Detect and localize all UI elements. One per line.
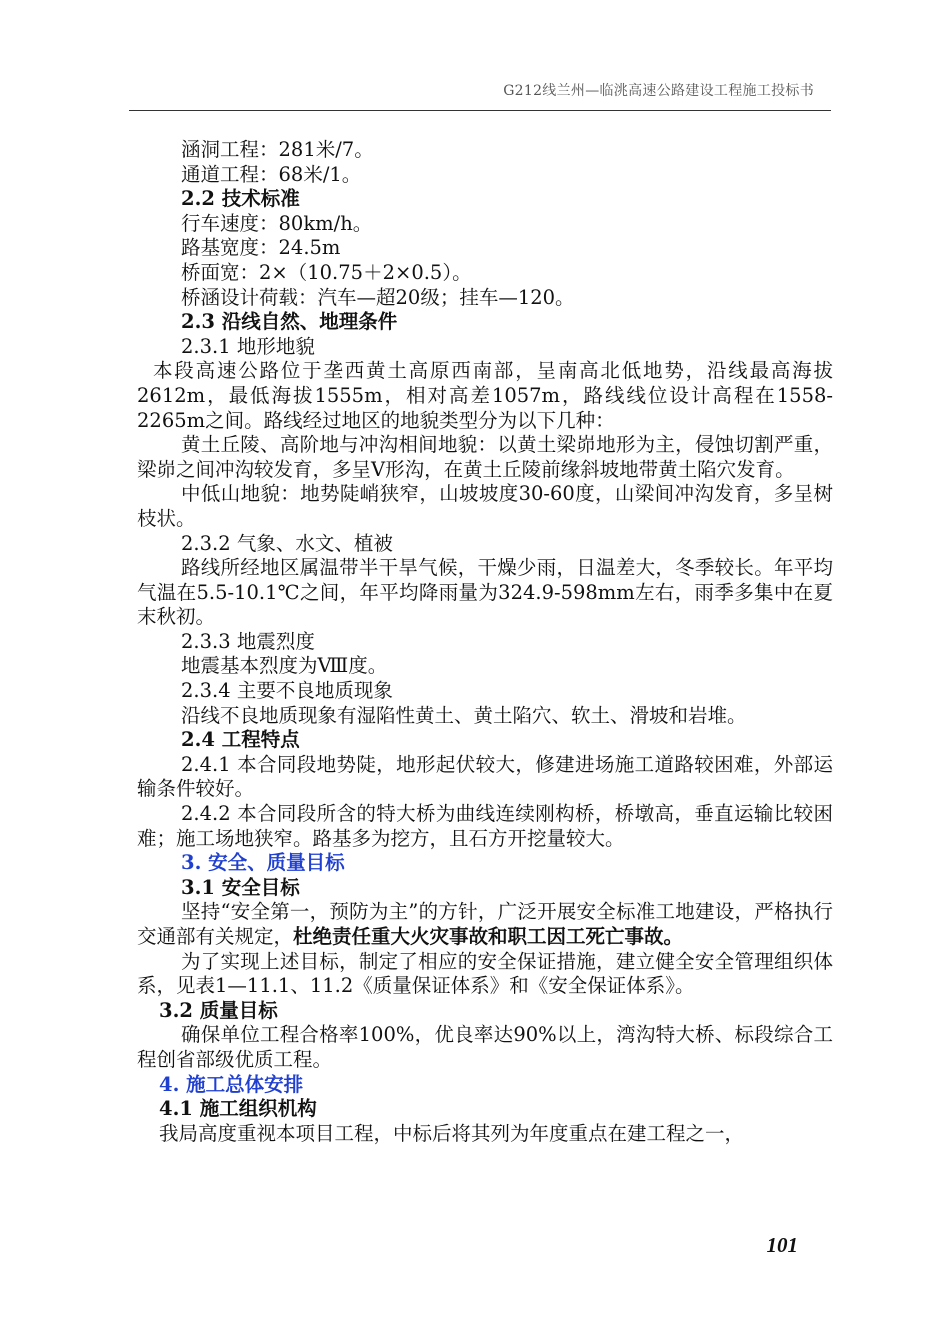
section-heading: 3.1 安全目标 <box>181 875 300 899</box>
header-rule <box>129 110 831 111</box>
section-heading: 2.3 沿线自然、地理条件 <box>181 310 398 334</box>
section-heading: 2.2 技术标准 <box>181 187 300 211</box>
paragraph: 沿线不良地质现象有湿陷性黄土、黄土陷穴、软土、滑坡和岩堆。 <box>181 703 747 727</box>
paragraph-text: 坚持“安全第一，预防为主”的方针，广泛开展安全标准工地建设，严格执行交通部有关规定， <box>137 900 833 948</box>
emphasis-text: 杜绝责任重大火灾事故和职工因工死亡事故。 <box>293 925 684 948</box>
paragraph: 通道工程：68米/1。 <box>181 162 362 186</box>
paragraph: 2.4.2 本合同段所含的特大桥为曲线连续刚构桥，桥墩高，垂直运输比较困难；施工场地狭窄。路基多为挖方，且石方开挖量较大。 <box>137 802 833 850</box>
paragraph: 桥面宽：2×（10.75＋2×0.5）。 <box>181 260 472 284</box>
chapter-heading: 4. 施工总体安排 <box>159 1072 304 1096</box>
paragraph: 本段高速公路位于垄西黄土高原西南部，呈南高北低地势，沿线最高海拔2612m，最低海拔1555m，相对高差1057m，路线线位设计高程在1558-2265m之间。路线经过地区的地貌类型分为以下几种： <box>137 359 833 432</box>
paragraph: 路基宽度：24.5m <box>181 236 341 260</box>
paragraph: 确保单位工程合格率100%，优良率达90%以上，湾沟特大桥、标段综合工程创省部级优质工程。 <box>137 1023 833 1071</box>
running-header: G212线兰州—临洮高速公路建设工程施工投标书 <box>503 83 814 99</box>
paragraph <box>137 900 833 949</box>
section-heading: 4.1 施工组织机构 <box>159 1097 317 1121</box>
paragraph: 2.4.1 本合同段地势陡，地形起伏较大，修建进场施工道路较困难，外部运输条件较好。 <box>137 752 833 801</box>
paragraph: 路线所经地区属温带半干旱气候，干燥少雨，日温差大，冬季较长。年平均气温在5.5-10.1℃之间，年平均降雨量为324.9-598mm左右，雨季多集中在夏末秋初。 <box>137 556 833 629</box>
paragraph: 中低山地貌：地势陡峭狭窄，山坡坡度30-60度，山梁间冲沟发育，多呈树枝状。 <box>137 482 833 530</box>
paragraph: 行车速度：80km/h。 <box>181 211 373 235</box>
subsection-heading: 2.3.4 主要不良地质现象 <box>181 679 393 703</box>
chapter-heading: 3. 安全、质量目标 <box>181 851 345 875</box>
paragraph: 涵洞工程：281米/7。 <box>181 138 374 161</box>
subsection-heading: 2.3.3 地震烈度 <box>181 629 315 653</box>
paragraph: 为了实现上述目标，制定了相应的安全保证措施，建立健全安全管理组织体系，见表1—11.1、11.2《质量保证体系》和《安全保证体系》。 <box>137 949 833 998</box>
document-body <box>137 138 833 1146</box>
paragraph: 黄土丘陵、高阶地与冲沟相间地貌：以黄土梁峁地形为主，侵蚀切割严重，梁峁之间冲沟较发育，多呈V形沟，在黄土丘陵前缘斜坡地带黄土陷穴发育。 <box>137 433 833 481</box>
paragraph: 我局高度重视本项目工程，中标后将其列为年度重点在建工程之一， <box>159 1121 745 1145</box>
section-heading: 3.2 质量目标 <box>159 998 278 1022</box>
paragraph: 桥涵设计荷载：汽车—超20级；挂车—120。 <box>181 285 575 309</box>
page-number: 101 <box>766 1233 798 1257</box>
section-heading: 2.4 工程特点 <box>181 728 300 752</box>
paragraph: 地震基本烈度为Ⅷ度。 <box>181 654 388 678</box>
subsection-heading: 2.3.1 地形地貌 <box>181 334 315 358</box>
subsection-heading: 2.3.2 气象、水文、植被 <box>181 531 393 555</box>
